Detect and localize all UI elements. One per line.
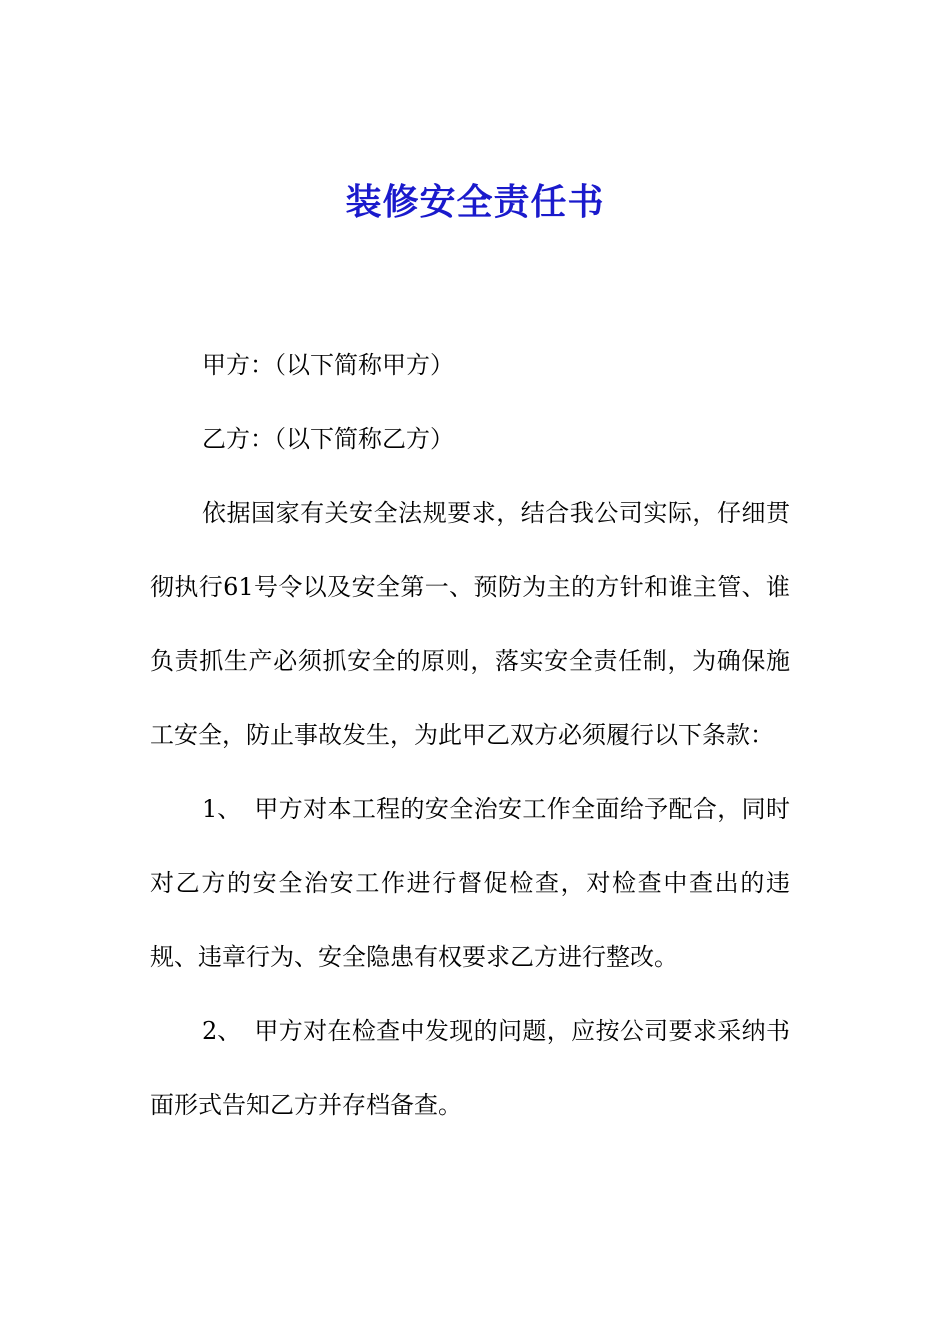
clause-2-text: 甲方对在检查中发现的问题，应按公司要求采纳书面形式告知乙方并存档备查。 [150,1017,790,1119]
document-title: 装修安全责任书 [345,182,605,223]
clause-2-number: 2、 [202,1017,242,1045]
clause-2 [150,994,790,1142]
clause-1 [150,772,790,994]
preamble-paragraph: 依据国家有关安全法规要求，结合我公司实际，仔细贯彻执行61号令以及安全第一、预防为主的方针和谁主管、谁负责抓生产必须抓安全的原则，落实安全责任制，为确保施工安全，防止事故发生，为此甲乙双方必须履行以下条款： [150,499,790,749]
document-body [150,328,790,1142]
party-b-line: 乙方：（以下简称乙方） [202,425,454,453]
party-a-line: 甲方：（以下简称甲方） [202,351,454,379]
clause-1-text: 甲方对本工程的安全治安工作全面给予配合，同时对乙方的安全治安工作进行督促检查，对检查中查出的违规、违章行为、安全隐患有权要求乙方进行整改。 [150,795,790,971]
clause-1-number: 1、 [202,795,242,823]
